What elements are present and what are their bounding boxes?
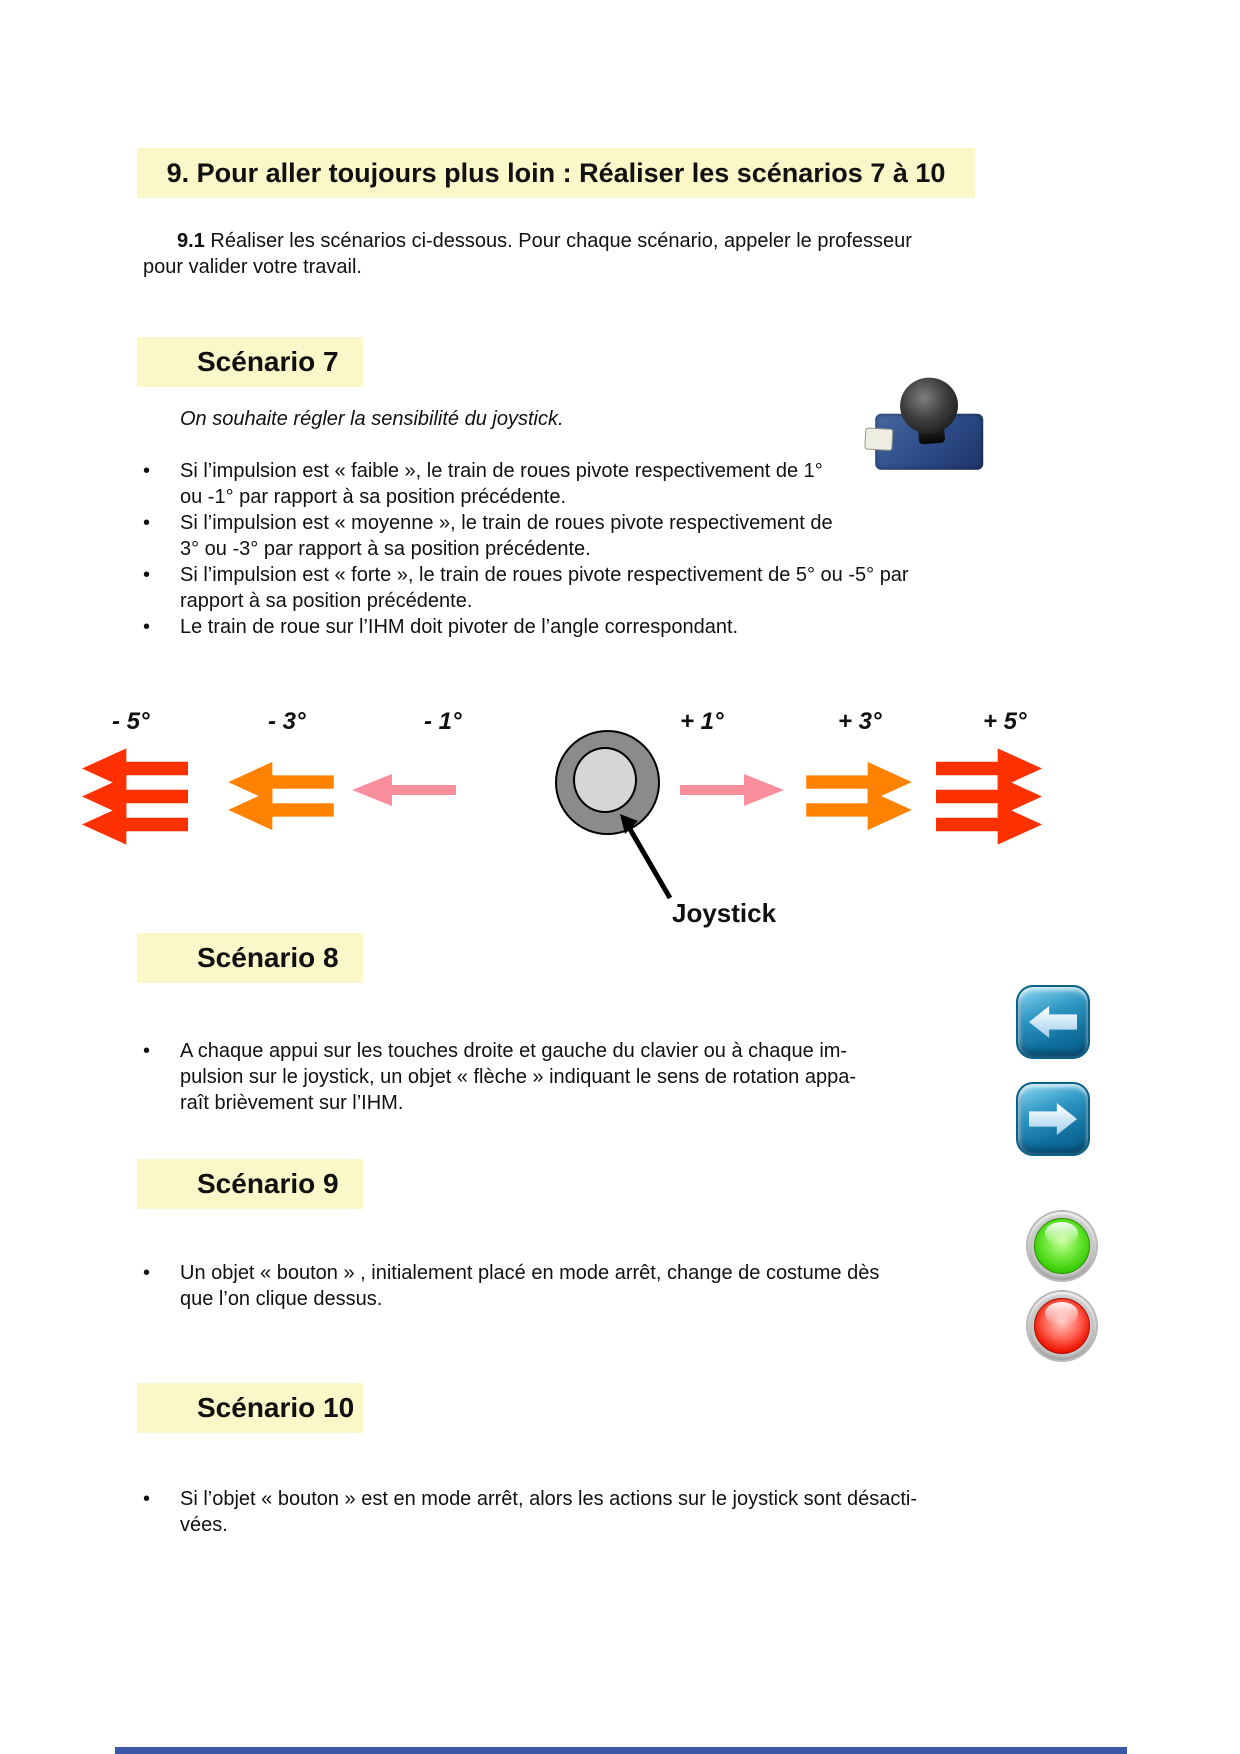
label-plus-5: + 5° — [983, 708, 1027, 735]
list-item — [143, 1486, 1043, 1538]
scenario10-heading-banner — [137, 1383, 363, 1433]
bullet-marker: • — [143, 460, 151, 482]
scenario9-heading: Scénario 9 — [197, 1168, 339, 1199]
green-button-icon — [1028, 1212, 1096, 1280]
scenario8-bullet — [143, 1038, 993, 1116]
bullet-line: 3° ou -3° par rapport à sa position précédente. — [180, 538, 591, 560]
triple-right-arrow-icon — [936, 746, 1042, 852]
label-minus-1: - 1° — [424, 708, 462, 735]
bullet-line: raît brièvement sur l’IHM. — [180, 1092, 404, 1114]
bullet-line: Si l’impulsion est « faible », le train de roues pivote respectivement de 1° — [180, 460, 823, 482]
scenario9-bullet — [143, 1260, 1043, 1312]
bullet-line: Si l’impulsion est « forte », le train de roues pivote respectivement de 5° ou -5° par — [180, 564, 909, 586]
label-plus-3: + 3° — [838, 708, 882, 735]
scenario10-bullet — [143, 1486, 1043, 1538]
left-arrow-button-icon — [1016, 985, 1090, 1059]
right-arrow-button-icon — [1016, 1082, 1090, 1156]
bullet-marker: • — [143, 616, 151, 638]
right-arrow-glyph — [1029, 1099, 1077, 1139]
bullet-marker: • — [143, 1488, 151, 1510]
joystick-callout-label: Joystick — [672, 898, 777, 928]
bullet-marker: • — [143, 512, 151, 534]
section-title-banner — [137, 148, 975, 198]
scenario8-heading-banner — [137, 933, 363, 983]
bullet-line: vées. — [180, 1514, 228, 1536]
footer-rule — [115, 1747, 1127, 1754]
joystick-circle-knob — [573, 747, 637, 813]
joystick-connector — [864, 427, 893, 450]
bullet-marker: • — [143, 1262, 151, 1284]
label-minus-5: - 5° — [112, 708, 150, 735]
intro-text: Réaliser les scénarios ci-dessous. Pour chaque scénario, appeler le professeur pour valider votre travail. — [143, 230, 912, 278]
bullet-line: rapport à sa position précédente. — [180, 590, 473, 612]
list-item — [143, 1038, 993, 1116]
list-item — [143, 1260, 1043, 1312]
bullet-line: Si l’objet « bouton » est en mode arrêt, alors les actions sur le joystick sont désacti- — [180, 1488, 918, 1510]
double-right-arrow-icon — [806, 760, 912, 837]
bullet-marker: • — [143, 1040, 151, 1062]
single-right-arrow-icon — [680, 772, 784, 813]
bullet-line: ou -1° par rapport à sa position précédente. — [180, 486, 567, 508]
bullet-line: pulsion sur le joystick, un objet « flèche » indiquant le sens de rotation appa- — [180, 1066, 856, 1088]
bullet-line: Le train de roue sur l’IHM doit pivoter de l’angle correspondant. — [180, 616, 739, 638]
scenario7-subtitle: On souhaite régler la sensibilité du joystick. — [180, 408, 564, 430]
scenario7-heading-banner — [137, 337, 363, 387]
intro-number: 9.1 — [177, 230, 205, 252]
bullet-line: Un objet « bouton » , initialement placé en mode arrêt, change de costume dès — [180, 1262, 880, 1284]
label-plus-1: + 1° — [680, 708, 724, 735]
single-left-arrow-icon — [352, 772, 456, 813]
scenario7-bullet-list — [143, 458, 953, 640]
section-title: 9. Pour aller toujours plus loin : Réaliser les scénarios 7 à 10 — [166, 157, 946, 188]
red-button-sphere — [1034, 1298, 1090, 1354]
left-arrow-glyph — [1029, 1002, 1077, 1042]
joystick-callout-arrow — [612, 812, 682, 909]
bullet-marker: • — [143, 564, 151, 586]
list-item — [143, 614, 953, 640]
scenario7-heading: Scénario 7 — [197, 346, 339, 377]
scenario10-heading: Scénario 10 — [197, 1392, 355, 1423]
list-item — [143, 458, 953, 510]
list-item — [143, 562, 953, 614]
list-item — [143, 510, 953, 562]
joystick-module-photo — [862, 373, 990, 483]
double-left-arrow-icon — [228, 760, 334, 837]
bullet-line: Si l’impulsion est « moyenne », le train de roues pivote respectivement de — [180, 512, 833, 534]
red-button-icon — [1028, 1292, 1096, 1360]
triple-left-arrow-icon — [82, 746, 188, 852]
intro-paragraph — [143, 228, 949, 280]
scenario9-heading-banner — [137, 1159, 363, 1209]
label-minus-3: - 3° — [268, 708, 306, 735]
bullet-line: A chaque appui sur les touches droite et gauche du clavier ou à chaque im- — [180, 1040, 848, 1062]
bullet-line: que l’on clique dessus. — [180, 1288, 383, 1310]
green-button-sphere — [1034, 1218, 1090, 1274]
scenario8-heading: Scénario 8 — [197, 942, 339, 973]
